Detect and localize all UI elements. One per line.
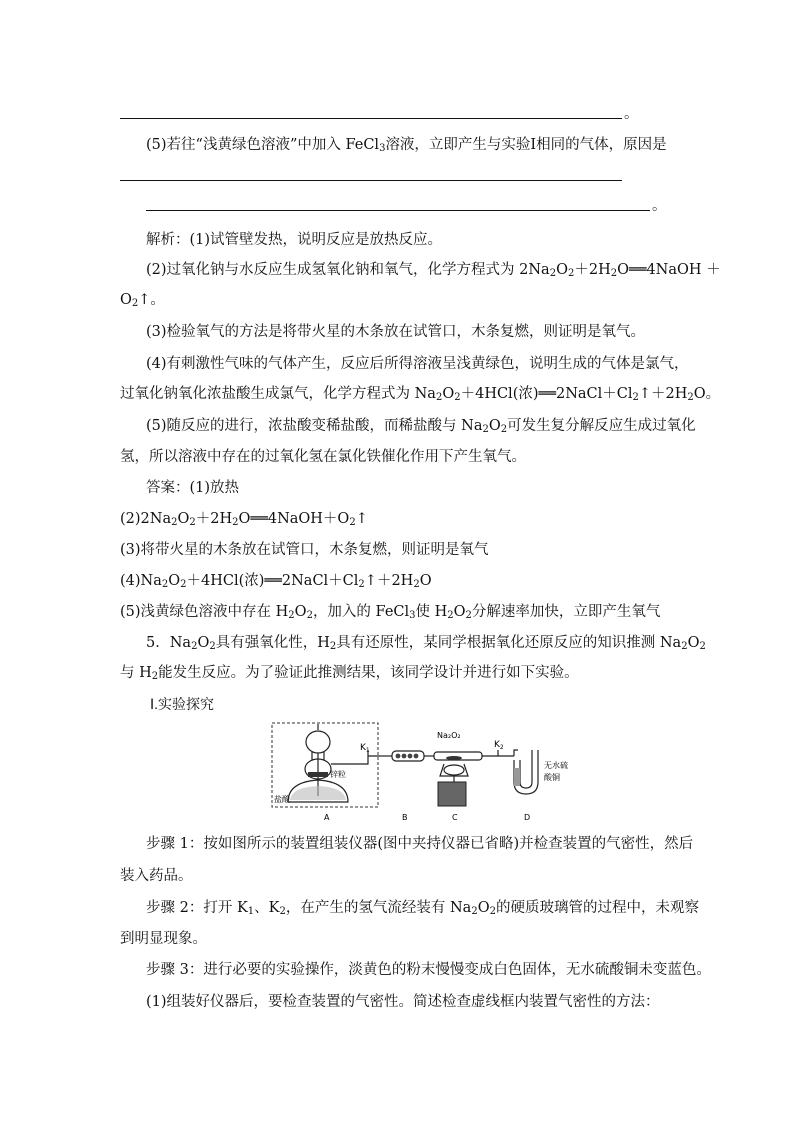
label-c: C [452, 813, 458, 822]
analysis-1: 解析：(1)试管壁发热，说明反应是放热反应。 [146, 232, 443, 248]
step-1: 步骤 1：按如图所示的装置组装仪器(图中夹持仪器已省略)并检查装置的气密性，然后 [146, 836, 694, 852]
analysis-4: (4)有刺激性气味的气体产生，反应后所得溶液呈浅黄绿色，说明生成的气体是氯气， [146, 356, 689, 372]
glass-tube-c [434, 750, 514, 760]
label-b: B [402, 813, 408, 822]
k2-label: $K_2$ [494, 740, 504, 751]
answer-blank-line [120, 180, 622, 181]
answer-3: (3)将带火星的木条放在试管口，木条复燃，则证明是氧气 [120, 542, 489, 558]
zinc-granules [308, 772, 328, 777]
apparatus-figure [268, 720, 568, 824]
analysis-2-cont: $O_2↑$。 [120, 292, 165, 309]
cuso4-label-2: 酸铜 [544, 773, 560, 782]
answer-1: 答案：(1)放热 [146, 480, 240, 496]
analysis-5-cont: 氢，所以溶液中存在的过氧化氢在氯化铁催化作用下产生氧气。 [120, 449, 526, 465]
k1-label: $K_1$ [360, 743, 370, 754]
cuso4-label-1: 无水硫 [544, 761, 568, 770]
answer-2: $(2)2Na_2O_2+2H_2O══4NaOH+O_2↑$ [120, 511, 368, 528]
question-5-new-cont: 与 $H_2$能发生反应。为了验证此推测结果，该同学设计并进行如下实验。 [120, 665, 579, 682]
period: 。 [624, 106, 639, 122]
question-1: (1)组装好仪器后，要检查装置的气密性。简述检查虚线框内装置气密性的方法： [146, 994, 660, 1010]
analysis-4-cont: 过氧化钠氧化浓盐酸生成氯气，化学方程式为 $Na_2O_2+4HCl$(浓)$══2NaCl+Cl_2↑+2H_2O$。 [120, 386, 721, 403]
step-3: 步骤 3：进行必要的实验操作，淡黄色的粉末慢慢变成白色固体，无水硫酸铜未变蓝色。 [146, 962, 711, 978]
drying-agent [396, 754, 419, 759]
burner-icon [440, 764, 468, 782]
answer-blank-line [146, 210, 650, 211]
answer-blank-line [120, 118, 622, 119]
drying-tube-b [380, 751, 434, 761]
section-title: Ⅰ.实验探究 [150, 696, 215, 712]
step-1-cont: 装入药品。 [120, 868, 193, 884]
cuso4-fill [514, 768, 520, 786]
label-d: D [524, 813, 531, 822]
step-2: 步骤 2：打开 $K_1$、$K_2$，在产生的氢气流经装有 $Na_2O_2$的硬质玻璃管的过程中，未观察 [146, 900, 699, 917]
acid-fill [290, 786, 346, 800]
period: 。 [652, 198, 667, 214]
burner-base [438, 782, 466, 806]
question-5-new: 5．$Na_2O_2$具有强氧化性，$H_2$具有还原性，某同学根据氧化还原反应的知识推测 $Na_2O_2$ [146, 635, 706, 652]
analysis-5: (5)随反应的进行，浓盐酸变稀盐酸，而稀盐酸与 $Na_2O_2$可发生复分解反应生成过氧化 [146, 418, 696, 435]
na2o2-label: Na₂O₂ [437, 731, 461, 740]
outlet-tube [331, 750, 380, 764]
answer-5: (5)浅黄绿色溶液中存在 $H_2O_2$，加入的 FeCl$_3$使 $H_2O_2$分解速率加快，立即产生氧气 [120, 604, 661, 621]
na2o2-sample [446, 756, 462, 760]
answer-4: $(4)Na_2O_2+4HCl$(浓)$══2NaCl+Cl_2↑+2H_2O$ [120, 573, 432, 590]
label-a: A [324, 813, 330, 822]
analysis-2: (2)过氧化钠与水反应生成氢氧化钠和氧气，化学方程式为 $2Na_2O_2+2H_2O══4NaOH$ ＋ [146, 262, 721, 279]
step-2-cont: 到明显现象。 [120, 931, 207, 947]
zinc-label: 锌粒 [330, 770, 346, 779]
question-5-text: (5)若往“浅黄绿色溶液”中加入 FeCl$_3$溶液，立即产生与实验Ⅰ相同的气体，原因是 [146, 137, 667, 154]
analysis-3: (3)检验氧气的方法是将带火星的木条放在试管口，木条复燃，则证明是氧气。 [146, 324, 646, 340]
hcl-label: 盐酸 [274, 795, 290, 804]
